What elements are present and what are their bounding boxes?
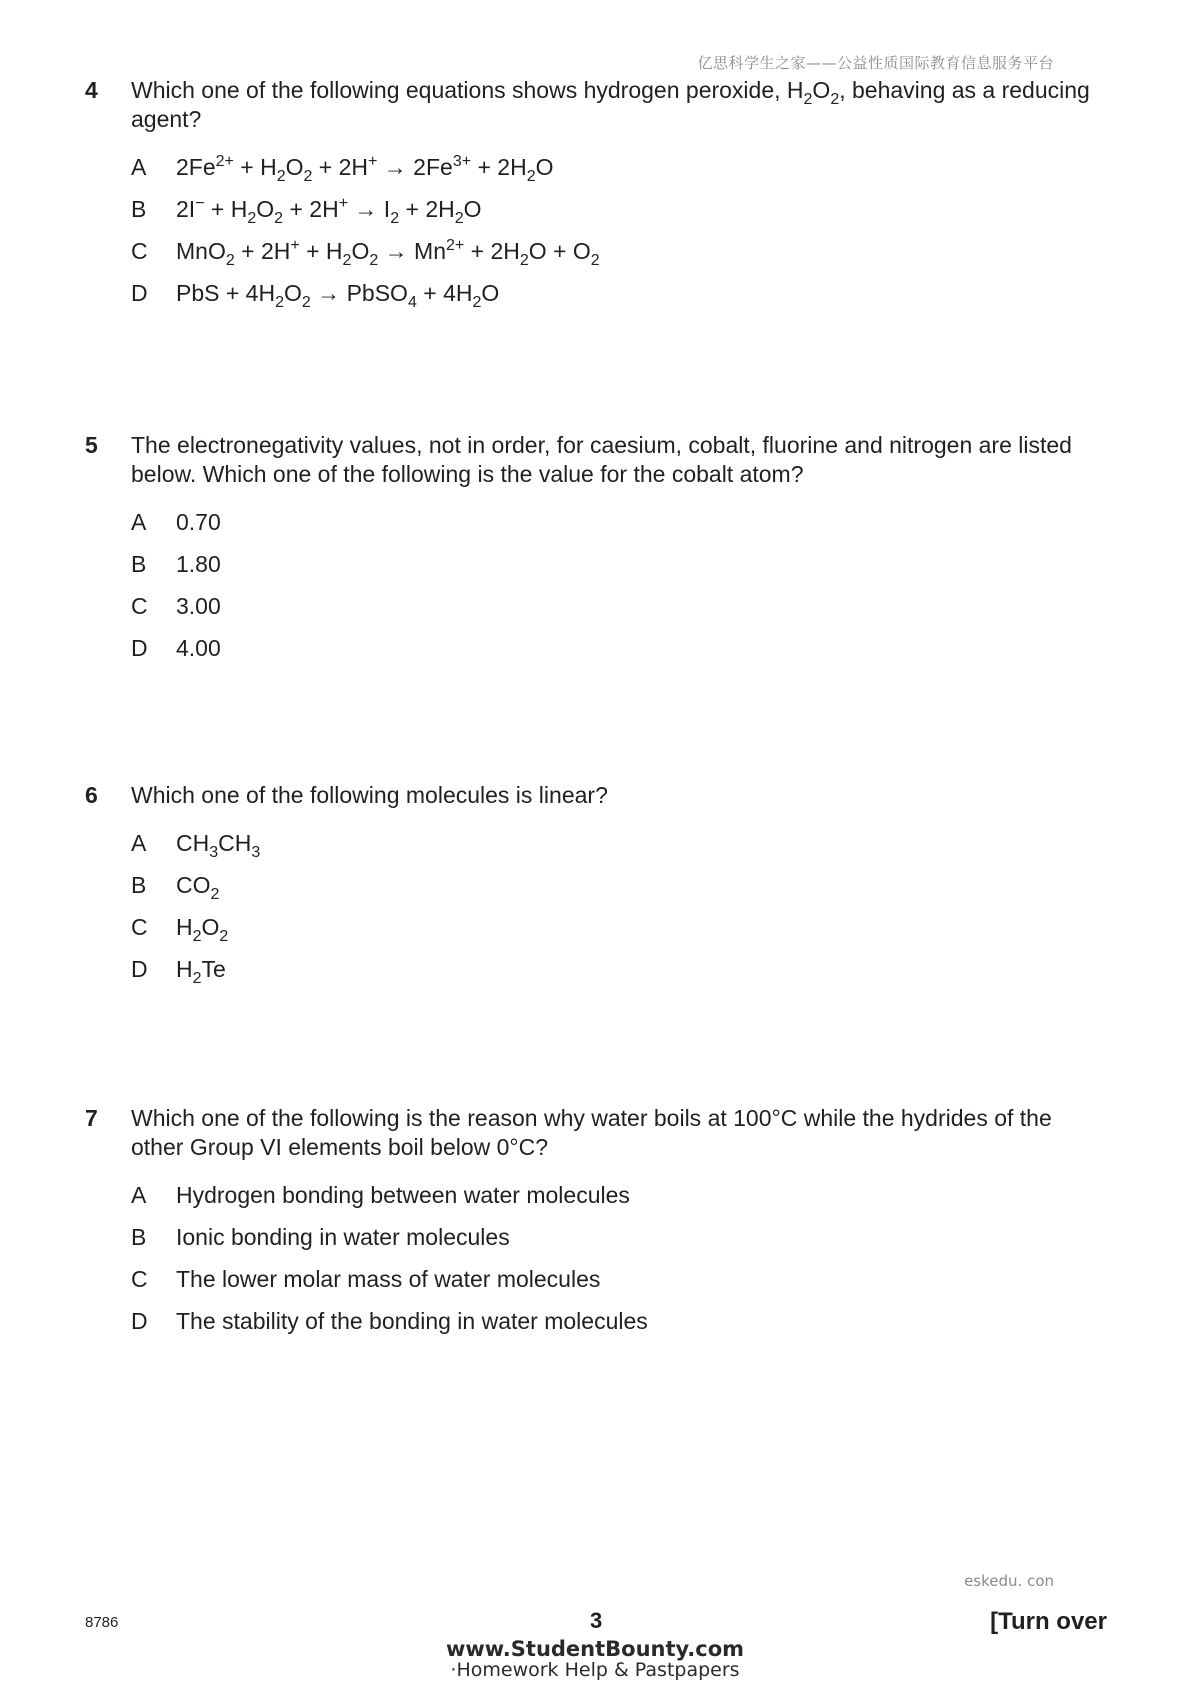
option-letter: D [131,956,148,982]
option-text: $H_2Te$ [176,956,226,987]
option-letter: B [131,551,147,577]
question-number: 7 [85,1105,98,1131]
question-text: The electronegativity values, not in order, for caesium, cobalt, fluorine and nitrogen are listed below. Which one of the following is the value for the cobalt atom? [131,432,1072,487]
option-d [131,634,1105,676]
question-6 [85,781,1105,997]
option-text: $CH_3CH_3$ [176,830,261,861]
option-text: PbS + $4H_2O_2$ → PbSO$_4$ + $4H_2O$ [176,280,500,311]
studentbounty-logo [445,1638,745,1680]
option-text: $2Fe^{2+} + H_2O_2 + 2H^+ \to 2Fe^{3+} + 2H_2O$ [176,153,554,185]
option-d [131,1307,1105,1349]
logo-tagline: ·Homework Help & Pastpapers [450,1659,740,1681]
option-c [131,1265,1105,1307]
option-letter: C [131,238,148,264]
options-list [131,153,1105,321]
page-number: 3 [590,1608,603,1633]
options-list [131,508,1105,676]
option-text: $H_2O_2$ [176,914,229,945]
option-text: Ionic bonding in water molecules [176,1224,510,1250]
option-text: 3.00 [176,593,221,619]
header-watermark: 亿思科学生之家——公益性质国际教育信息服务平台 [697,54,1054,72]
option-text: 0.70 [176,509,221,535]
option-text: 4.00 [176,635,221,661]
option-text: $MnO_2 + 2H^+ + H_2O_2 \to Mn^{2+} + 2H_2O + O_2$ [176,237,600,269]
option-text: 1.80 [176,551,221,577]
option-letter: C [131,593,148,619]
option-text: The stability of the bonding in water molecules [176,1308,648,1334]
option-text: The lower molar mass of water molecules [176,1266,601,1292]
option-letter: B [131,872,147,898]
question-4 [85,76,1105,321]
option-b [131,1223,1105,1265]
option-letter: C [131,1266,148,1292]
option-letter: B [131,1224,147,1250]
option-b [131,550,1105,592]
turn-over-label: [Turn over [990,1608,1107,1635]
footer-watermark: eskedu. con [964,1572,1054,1590]
option-letter: A [131,154,147,180]
question-7 [85,1104,1105,1349]
question-text: Which one of the following equations shows hydrogen peroxide, $H_2O_2$, behaving as a reducing agent? [131,77,1090,132]
option-c [131,237,1105,279]
option-letter: A [131,509,147,535]
option-text: $2I^- + H_2O_2 + 2H^+ \to I_2 + 2H_2O$ [176,195,482,227]
question-number: 5 [85,432,98,458]
option-letter: B [131,196,147,222]
option-b [131,195,1105,237]
option-letter: D [131,1308,148,1334]
logo-url: www.StudentBounty.com [445,1637,745,1661]
option-letter: C [131,914,148,940]
option-letter: D [131,635,148,661]
option-a [131,508,1105,550]
option-letter: A [131,1182,147,1208]
option-c [131,913,1105,955]
option-text: Hydrogen bonding between water molecules [176,1182,630,1208]
option-c [131,592,1105,634]
question-number: 4 [85,77,98,103]
option-a [131,829,1105,871]
option-a [131,153,1105,195]
option-a [131,1181,1105,1223]
option-b [131,871,1105,913]
option-d [131,279,1105,321]
option-letter: D [131,280,148,306]
paper-code: 8786 [85,1614,119,1631]
option-d [131,955,1105,997]
option-text: $CO_2$ [176,872,220,903]
question-number: 6 [85,782,98,808]
options-list [131,1181,1105,1349]
question-text: Which one of the following molecules is linear? [131,782,608,808]
option-letter: A [131,830,147,856]
options-list [131,829,1105,997]
question-5 [85,431,1105,676]
question-text: Which one of the following is the reason why water boils at 100°C while the hydrides of the other Group VI elements boil below 0°C? [131,1105,1052,1160]
